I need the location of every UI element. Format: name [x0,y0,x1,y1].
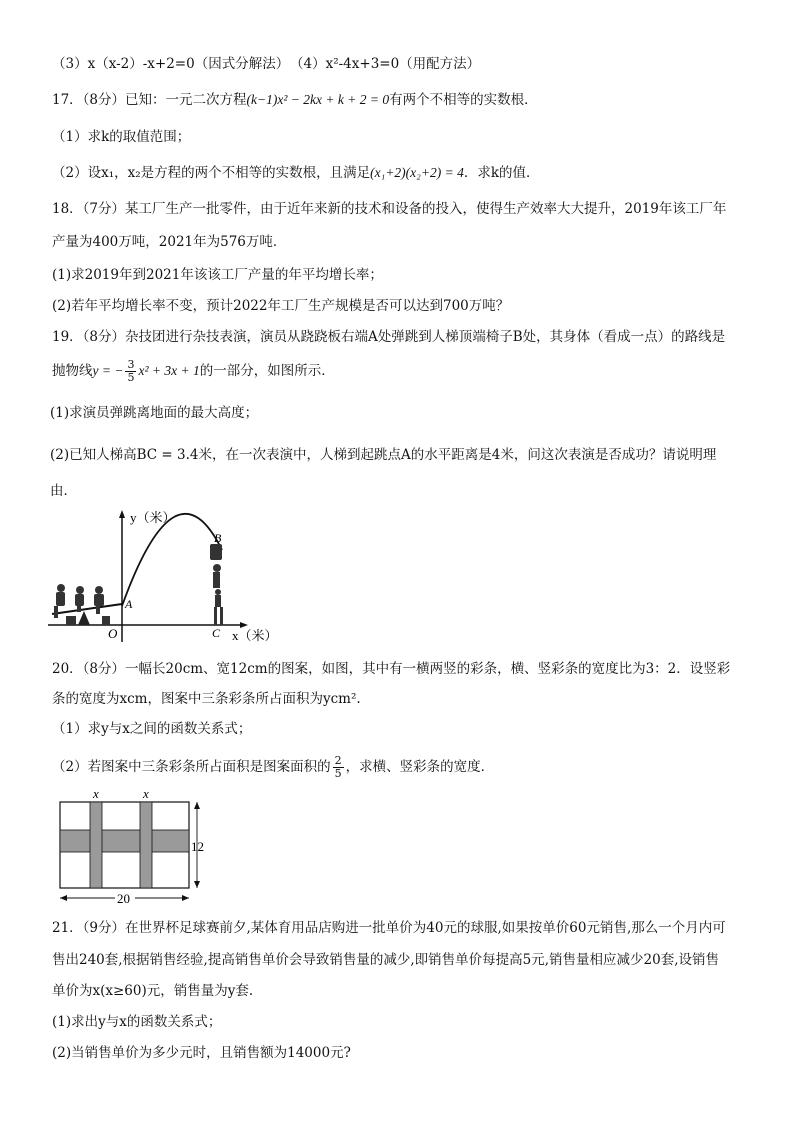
q19-line2-text: 抛物线 [52,363,93,379]
height-arrow-top [194,802,200,809]
performer-base [102,616,110,625]
human-ladder [210,544,223,625]
stripe-width-label-1: x [93,787,99,801]
q18-sub1: (1)求2019年到2021年该该工厂产量的年平均增长率； [52,267,383,283]
q20-sub2 [52,752,494,782]
performer-head [95,586,103,594]
q19-line1: 19．（8分）杂技团进行杂技表演，演员从跷跷板右端A处弹跳到人梯顶端椅子B处，其身体（看成一点）的路线是 [52,329,726,345]
y-axis-arrow [119,510,125,518]
q20-frac-den: 5 [334,767,342,780]
performer-body [56,592,65,606]
vertical-stripe-1 [90,802,102,888]
stripe-width-label-2: x [143,787,149,801]
q19-frac-den: 5 [127,371,135,384]
performer-leg [54,606,58,618]
ladder-leg [214,607,217,625]
fig-point-b-label: B [214,531,222,545]
q21-sub1: (1)求出y与x的函数关系式； [52,1014,222,1030]
fig-origin-label: O [108,626,118,641]
seesaw-pivot [78,611,90,625]
q18-sub2: (2)若年平均增长率不变，预计2022年工厂生产规模是否可以达到700万吨？ [52,298,510,314]
performer-body [94,594,104,606]
q19-sub1: (1)求演员弹跳离地面的最大高度； [50,405,259,421]
q19-line2-tail: 的一部分，如图所示． [199,363,335,379]
performer-leg [96,606,100,614]
performer-leg [77,606,81,612]
q20-sub2-tail: ，求横、竖彩条的宽度． [345,759,495,775]
parabola-curve [122,514,222,606]
q19-line2 [52,356,335,386]
q19-fraction [125,359,136,384]
fig-y-label: y（米） [130,510,176,525]
q17-tail: 有两个不相等的实数根． [389,92,538,108]
ladder-head [213,564,221,572]
fig-x-label: x（米） [232,628,278,643]
q17-sub2-text: （2）设x₁，x₂是方程的两个不相等的实数根，且满足 [52,165,371,181]
q21-line2: 售出240套,根据销售经验,提高销售单价会导致销售量的减少,即销售单价每提高5元,销售量相应减少20套,设销售 [52,952,719,968]
q16-part4: （4）x²-4x+3=0（用配方法） [290,56,481,72]
performer-head [57,584,65,592]
q19-figure [44,508,284,648]
width-arrow-right [182,895,189,901]
q17-sub2-tail: ．求k的值． [463,165,540,181]
height-arrow-bottom [194,881,200,888]
q18-line1: 18．（7分）某工厂生产一批零件，由于近年来新的技术和设备的投入，使得生产效率大大提升，2019年该工厂年 [52,201,727,217]
q19-eq-post: x² + 3x + 1 [138,363,200,378]
performer-body [75,594,84,606]
ladder-leg [220,607,223,625]
q19-sub2: (2)已知人梯高BC = 3.4米，在一次表演中，人梯到起跳点A的水平距离是4米，问这次表演是否成功？请说明理 [50,447,717,463]
q20-line2: 条的宽度为xcm，图案中三条彩条所占面积为ycm². [52,691,361,707]
q19-sub2-cont: 由． [50,483,77,499]
chair [210,544,222,560]
q17-sub1: （1）求k的取值范围； [52,129,191,145]
q17-sub2-equation: (x₁+2)(x₂+2) = 4 [370,165,464,180]
q16-part3: （3）x（x-2）-x+2=0（因式分解法） [52,56,290,72]
fig-point-a-label: A [125,597,133,611]
q17-sub2 [52,163,540,183]
q17-stem [52,90,538,110]
q17-equation: (k−1)x² − 2kx + k + 2 = 0 [246,92,390,107]
q21-sub2: (2)当销售单价为多少元时，且销售额为14000元? [52,1045,351,1061]
ladder-head [215,589,221,595]
height-label: 12 [191,839,204,854]
q20-fraction [333,755,344,780]
performer-base [66,616,76,625]
q17-head: 17．（8分）已知：一元二次方程 [52,92,247,108]
ladder-body [213,572,220,588]
q20-figure [55,787,215,907]
horizontal-stripe [60,830,189,852]
q21-line3: 单价为x(x≥60)元，销售量为y套. [52,983,254,999]
q20-frac-num: 2 [334,754,342,767]
q18-line2: 产量为400万吨，2021年为576万吨． [52,234,287,250]
performer-head [76,586,84,594]
q21-line1: 21．（9分）在世界杯足球赛前夕,某体育用品店购进一批单价为40元的球服,如果按单价60元销售,那么一个月内可 [52,920,726,936]
ladder-body [215,595,221,607]
q20-sub1: （1）求y与x之间的函数关系式； [52,721,252,737]
q20-line1: 20．（8分）一幅长20cm、宽12cm的图案，如图，其中有一横两竖的彩条，横、竖彩条的宽度比为3：2．设竖彩 [52,661,731,677]
q20-sub2-text: （2）若图案中三条彩条所占面积是图案面积的 [52,759,331,775]
width-arrow-left [60,895,67,901]
width-label: 20 [117,891,130,906]
vertical-stripe-2 [140,802,152,888]
q19-frac-num: 3 [127,358,135,371]
q19-eq-pre: y = − [92,363,124,378]
fig-point-c-label: C [212,626,221,640]
